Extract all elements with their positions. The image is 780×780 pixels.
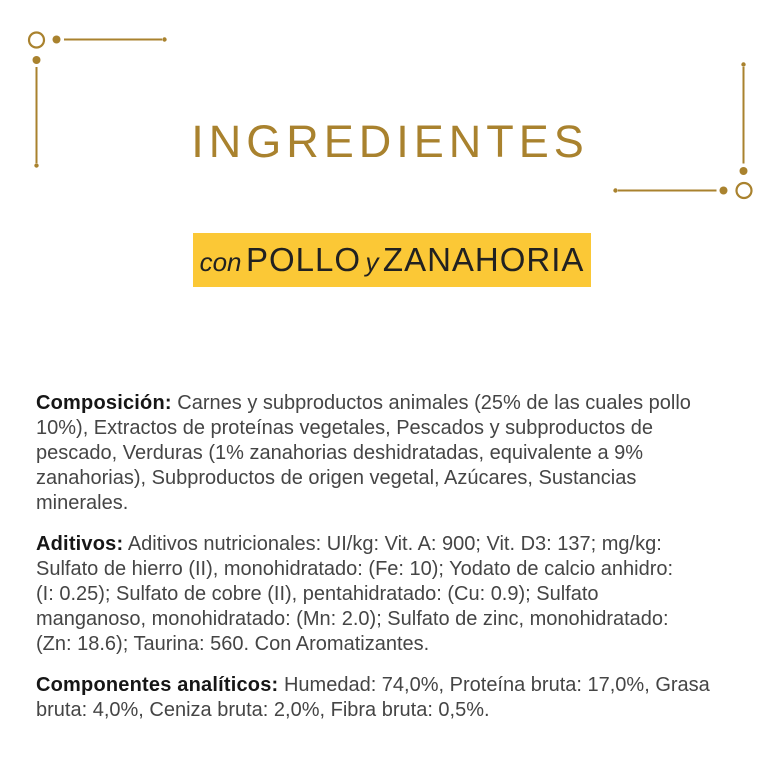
dot-icon	[53, 36, 61, 44]
ingredient-banner	[193, 233, 591, 287]
additives-paragraph	[36, 532, 760, 657]
text-line: (I: 0.25); Sulfato de cobre (II), pentahidratado: (Cu: 0.9); Sulfato	[36, 583, 599, 605]
banner-ingredient-2: ZANAHORIA	[382, 241, 585, 278]
text-line: manganoso, monohidratado: (Mn: 2.0); Sulfato de zinc, monohidratado:	[36, 608, 669, 630]
text-line: zanahorias), Subproductos de origen vegetal, Azúcares, Sustancias	[36, 467, 637, 489]
page-title: INGREDIENTES	[191, 116, 589, 168]
additives-label: Aditivos:	[36, 533, 124, 555]
dot-icon	[33, 56, 41, 64]
banner-prefix: con	[199, 247, 242, 277]
composition-label: Composición:	[36, 392, 172, 414]
ring-icon	[29, 33, 44, 48]
text-line: Composición: Carnes y subproductos animales (25% de las cuales pollo	[36, 392, 691, 414]
frame-ornaments	[0, 0, 780, 220]
text-line: 10%), Extractos de proteínas vegetales, Pescados y subproductos de	[36, 417, 654, 439]
text-line: Componentes analíticos: Humedad: 74,0%, Proteína bruta: 17,0%, Grasa	[36, 674, 710, 696]
dot-icon	[613, 188, 617, 192]
analytical-components-label: Componentes analíticos:	[36, 674, 279, 696]
banner-connector: y	[365, 247, 379, 277]
dot-icon	[720, 187, 728, 195]
text-line: (Zn: 18.6); Taurina: 560. Con Aromatizantes.	[36, 633, 430, 655]
text-line: pescado, Verduras (1% zanahorias deshidratadas, equivalente a 9%	[36, 442, 644, 464]
dot-icon	[162, 37, 166, 41]
analytical-components-paragraph	[36, 673, 760, 723]
text-line: minerales.	[36, 492, 129, 514]
dot-icon	[741, 62, 745, 66]
banner-ingredient-1: POLLO	[245, 241, 361, 278]
ingredients-body	[36, 391, 760, 739]
ring-icon	[737, 183, 752, 198]
dot-icon	[740, 167, 748, 175]
text-line: bruta: 4,0%, Ceniza bruta: 2,0%, Fibra bruta: 0,5%.	[36, 699, 490, 721]
text-line: Sulfato de hierro (II), monohidratado: (Fe: 10); Yodato de calcio anhidro:	[36, 558, 674, 580]
composition-paragraph	[36, 391, 760, 516]
text-line: Aditivos: Aditivos nutricionales: UI/kg: Vit. A: 900; Vit. D3: 137; mg/kg:	[36, 533, 662, 555]
